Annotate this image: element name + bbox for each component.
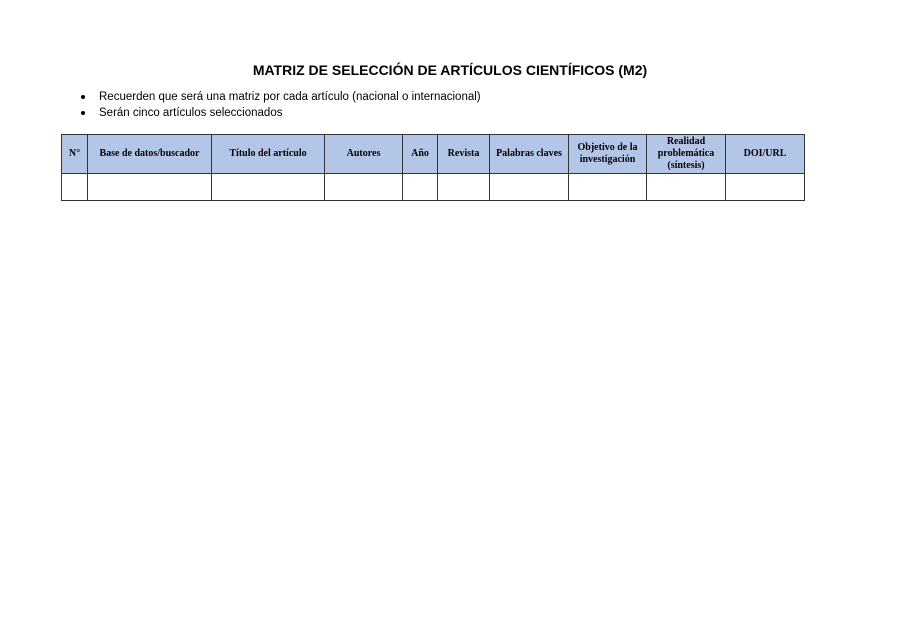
table-row	[62, 174, 805, 201]
bullet-icon	[81, 95, 85, 99]
instructions-list	[80, 89, 481, 121]
bullet-icon	[81, 111, 85, 115]
table-cell-doi-url[interactable]	[726, 174, 805, 201]
instruction-text: Recuerden que será una matriz por cada artículo (nacional o internacional)	[99, 91, 481, 103]
column-header-problem-reality: Realidad problemática (síntesis)	[647, 135, 726, 174]
table-cell-keywords[interactable]	[490, 174, 569, 201]
table-header-row	[62, 135, 805, 174]
list-item	[80, 89, 481, 105]
table-cell-number[interactable]	[62, 174, 88, 201]
column-header-doi-url: DOI/URL	[726, 135, 805, 174]
table-cell-objective[interactable]	[569, 174, 647, 201]
column-header-title: Título del artículo	[212, 135, 325, 174]
column-header-number: N°	[62, 135, 88, 174]
column-header-database: Base de datos/buscador	[88, 135, 212, 174]
selection-matrix-table	[61, 134, 805, 201]
page-title: MATRIZ DE SELECCIÓN DE ARTÍCULOS CIENTÍFICOS (M2)	[252, 62, 648, 78]
column-header-year: Año	[403, 135, 438, 174]
instruction-text: Serán cinco artículos seleccionados	[99, 107, 283, 119]
table-cell-title[interactable]	[212, 174, 325, 201]
list-item	[80, 105, 481, 121]
table-cell-problem-reality[interactable]	[647, 174, 726, 201]
column-header-journal: Revista	[438, 135, 490, 174]
table-cell-authors[interactable]	[325, 174, 403, 201]
table-cell-database[interactable]	[88, 174, 212, 201]
column-header-authors: Autores	[325, 135, 403, 174]
column-header-objective: Objetivo de la investigación	[569, 135, 647, 174]
table-cell-journal[interactable]	[438, 174, 490, 201]
column-header-keywords: Palabras claves	[490, 135, 569, 174]
table-cell-year[interactable]	[403, 174, 438, 201]
